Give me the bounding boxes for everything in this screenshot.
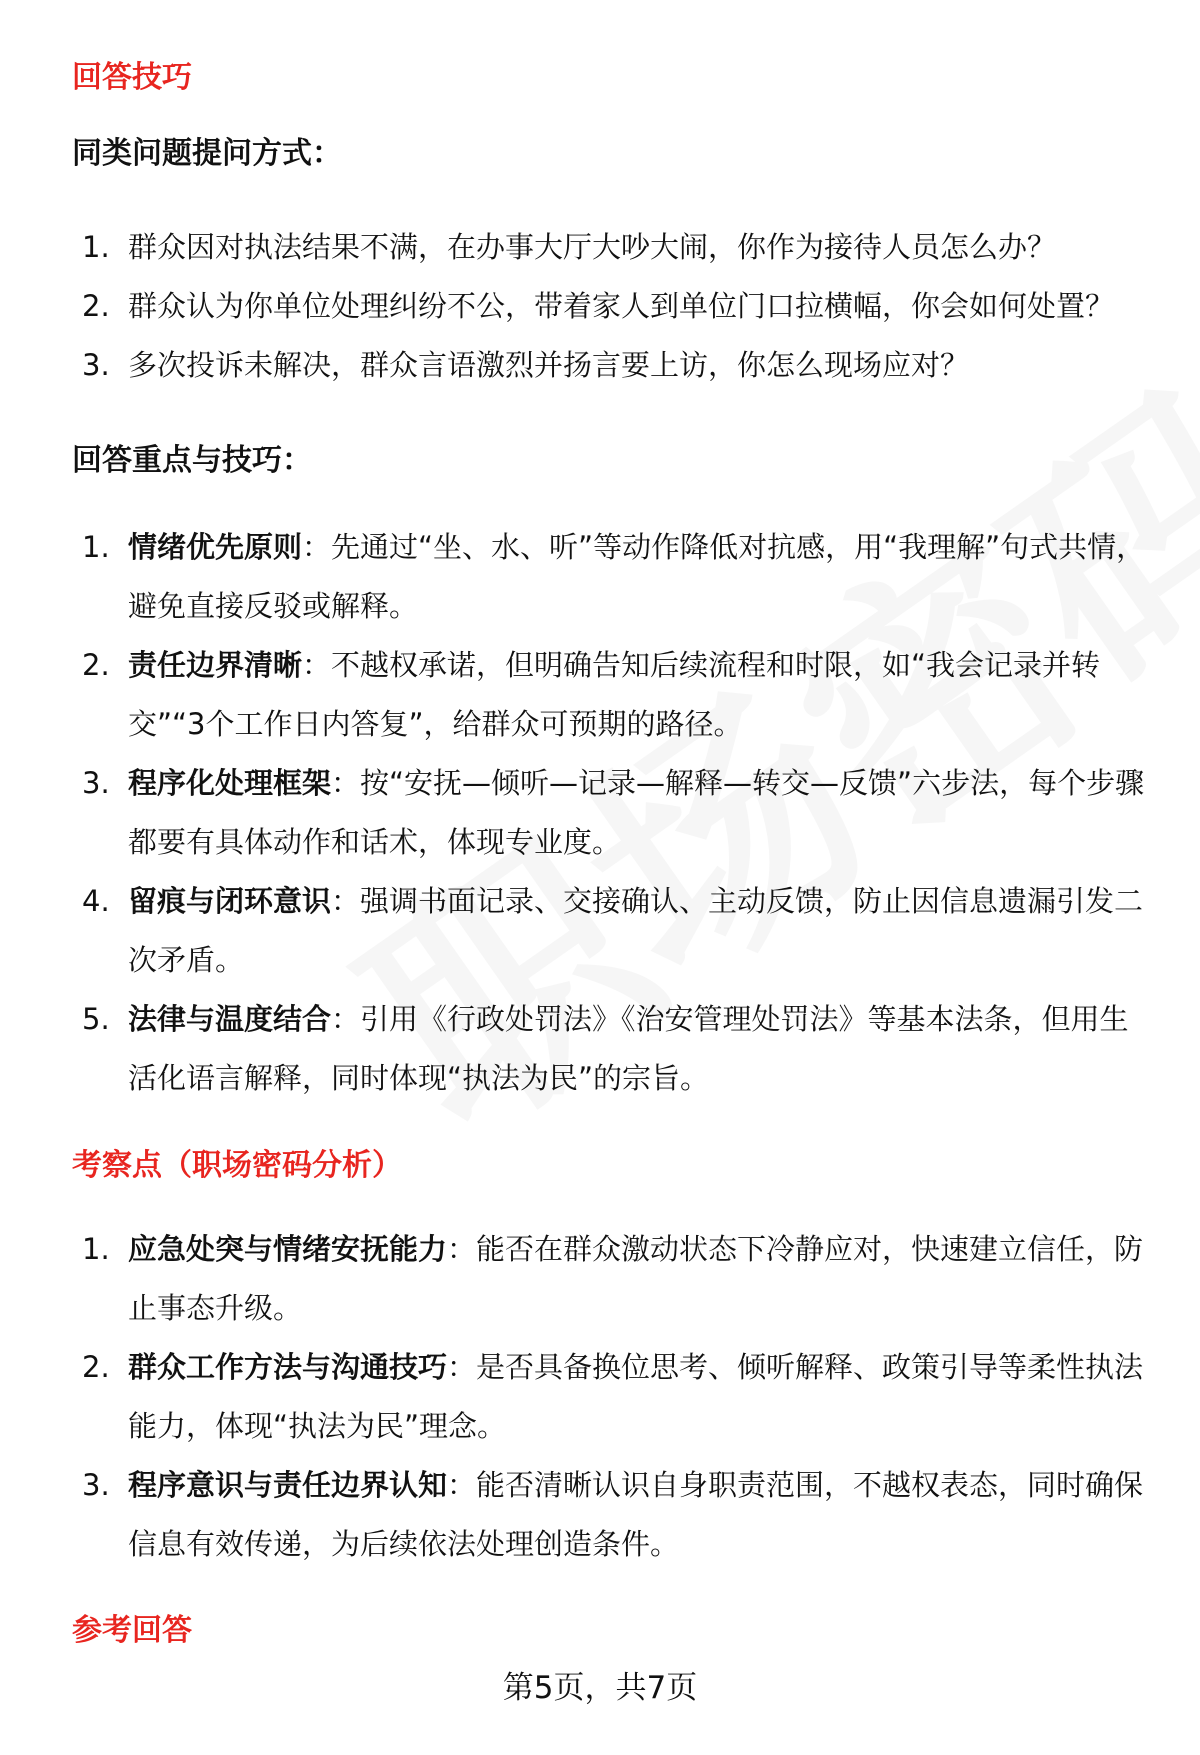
list-item: 3. 多次投诉未解决，群众言语激烈并扬言要上访，你怎么现场应对？ xyxy=(82,348,970,382)
heading-key-points: 回答重点与技巧： xyxy=(72,443,312,478)
list-item: 1. 应急处突与情绪安抚能力：能否在群众激动状态下冷静应对，快速建立信任，防止事态升级。 xyxy=(82,1232,1144,1325)
heading-answer-tips: 回答技巧 xyxy=(72,60,192,95)
heading-similar-questions: 同类问题提问方式： xyxy=(72,136,342,171)
list-item: 1. 情绪优先原则：先通过“坐、水、听”等动作降低对抗感，用“我理解”句式共情，避免直接反驳或解释。 xyxy=(82,530,1146,623)
heading-reference-answer: 参考回答 xyxy=(72,1613,192,1648)
list-item: 3. 程序意识与责任边界认知：能否清晰认识自身职责范围，不越权表态，同时确保信息有效传递，为后续依法处理创造条件。 xyxy=(82,1468,1144,1561)
list-item: 2. 群众工作方法与沟通技巧：是否具备换位思考、倾听解释、政策引导等柔性执法能力，体现“执法为民”理念。 xyxy=(82,1350,1144,1443)
list-item: 2. 责任边界清晰：不越权承诺，但明确告知后续流程和时限，如“我会记录并转交”“3个工作日内答复”，给群众可预期的路径。 xyxy=(82,648,1101,741)
key-points-list xyxy=(72,518,1152,1108)
heading-exam-points: 考察点（职场密码分析） xyxy=(72,1148,402,1183)
list-item: 4. 留痕与闭环意识：强调书面记录、交接确认、主动反馈，防止因信息遗漏引发二次矛盾。 xyxy=(82,884,1144,977)
similar-questions-list xyxy=(72,218,1152,395)
exam-points-list xyxy=(72,1220,1152,1574)
list-item: 1. 群众因对执法结果不满，在办事大厅大吵大闹，你作为接待人员怎么办？ xyxy=(82,230,1057,264)
list-item: 3. 程序化处理框架：按“安抚—倾听—记录—解释—转交—反馈”六步法，每个步骤都要有具体动作和话术，体现专业度。 xyxy=(82,766,1145,859)
page-number-footer: 第5页，共7页 xyxy=(502,1670,698,1706)
list-item: 2. 群众认为你单位处理纠纷不公，带着家人到单位门口拉横幅，你会如何处置？ xyxy=(82,289,1115,323)
list-item: 5. 法律与温度结合：引用《行政处罚法》《治安管理处罚法》等基本法条，但用生活化语言解释，同时体现“执法为民”的宗旨。 xyxy=(82,1002,1129,1095)
